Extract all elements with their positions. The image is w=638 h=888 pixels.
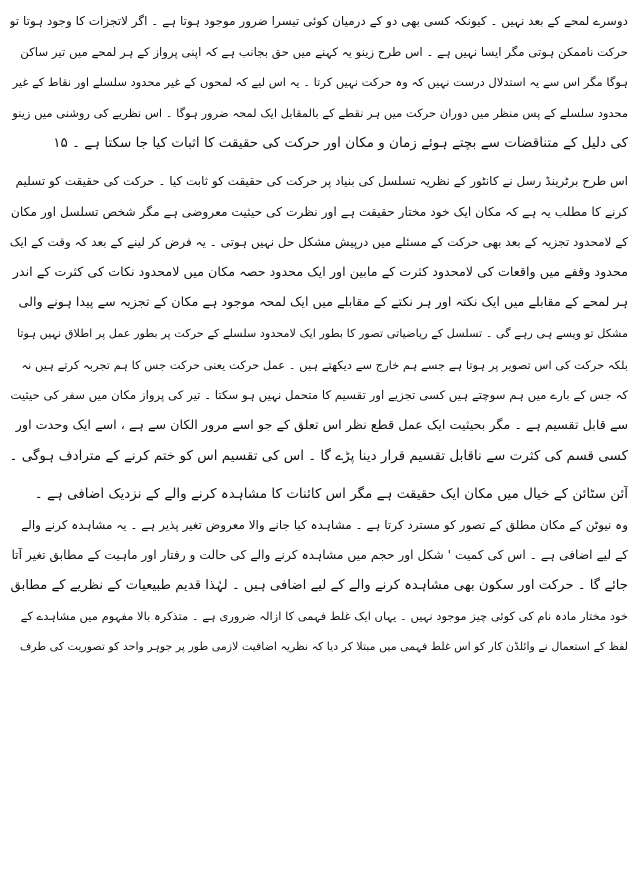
text-line: کے لیے اضافی ہے ۔ اس کی کمیت ' شکل اور حجم میں مشاہدہ کرنے والے کی حالت و رفتار اور ماہیت کے مطابق تغیر آتا — [11, 548, 628, 563]
text-line: کے لامحدود تجزیہ کے بعد بھی حرکت کے مسئلے میں درپیش مشکل حل نہیں ہوتی ۔ یہ فرض کر لینے کے بعد کہ وقت کے ایک — [10, 235, 628, 250]
paragraph-einstein — [10, 479, 628, 663]
text-line: آئن سٹائن کے خیال میں مکان ایک حقیقت ہے مگر اس کائنات کا مشاہدہ کرنے والے کے نزدیک اضافی ہے ۔ — [34, 485, 628, 502]
text-line: بلکہ حرکت کی اس تصویر پر ہوتا ہے جسے ہم خارج سے دیکھتے ہیں ۔ عمل حرکت یعنی حرکت جس کا ہم تجربہ کرتے ہیں نہ — [21, 357, 628, 372]
paragraph-russell — [10, 166, 628, 472]
text-line: محدود سلسلے کے پس منظر میں دوران حرکت میں ہر نقطے کے بالمقابل ایک لمحہ ضرور ہوگا ۔ اس نظریے کی روشنی میں زینو — [12, 105, 628, 120]
text-line: جائے گا ۔ حرکت اور سکون بھی مشاہدہ کرنے والے کے لیے اضافی ہیں ۔ لہٰذا قدیم طبیعیات کے نظریے کے مطابق — [10, 577, 628, 593]
text-line: اس طرح برٹرینڈ رسل نے کانٹور کے نظریہ تسلسل کی بنیاد پر حرکت کی حقیقت کو ثابت کیا ۔ حرکت کی حقیقت کو تسلیم — [15, 173, 628, 188]
text-line: کرنے کا مطلب یہ ہے کہ مکان ایک خود مختار حقیقت ہے اور نظرت کی حیثیت معروضی ہے مگر شخص تسلسل اور مکان — [10, 204, 628, 219]
text-line: خود مختار مادہ نام کی کوئی چیز موجود نہیں ۔ یہاں ایک غلط فہمی کا ازالہ ضروری ہے ۔ متذکرہ بالا مفہوم میں مشاہدے کے — [20, 609, 628, 624]
text-line: وہ نیوٹن کے مکان مطلق کے تصور کو مسترد کرتا ہے ۔ مشاہدہ کیا جانے والا معروض تغیر پذیر ہے ۔ یہ مشاہدہ کرنے والے — [21, 517, 628, 532]
text-line: ہر لمحے کے مقابلے میں ایک نکتہ اور ہر نکتے کے مقابلے میں ایک لمحہ موجود ہے مکان کے تجزیہ سے پیدا ہونے والی — [18, 295, 628, 311]
paragraph-zeno-continued — [10, 6, 628, 159]
text-line: محدود وقفے میں واقعات کی لامحدود کثرت کے مابین اور ایک محدود حصہ مکان میں لامحدود نکات کی کثرت کے اندر — [12, 264, 628, 280]
text-line: کی دلیل کے متناقضات سے بچتے ہوئے زمان و مکان اور حرکت کی حقیقت کا اثبات کیا جا سکتا ہے ۔ ۱۵ — [53, 135, 628, 152]
paragraph-gap — [10, 159, 628, 166]
text-line: سے قابل تقسیم ہے ۔ مگر بحیثیت ایک عمل قطع نظر اس تعلق کے جو اسے مرور الکان سے ہے ، اسے ایک وحدت اور — [15, 417, 628, 433]
text-line: کہ جس کے بارے میں ہم سوچتے ہیں کسی تجزیے اور تقسیم کا متحمل نہیں ہو سکتا ۔ تیر کی پرواز مکان میں سفر کی حیثیت — [10, 388, 628, 403]
text-line: لفظ کے استعمال نے وائلڈن کار کو اس غلط فہمی میں مبتلا کر دیا کہ نظریہ اضافیت لازمی طور پر جوہر واحد کو تصوریت کی طرف — [19, 639, 628, 653]
text-line: ہوگا مگر اس سے یہ استدلال درست نہیں کہ وہ حرکت نہیں کرتا ۔ یہ اس لیے کہ لمحوں کے غیر محدود سلسلے اور نقاط کے غیر — [12, 75, 628, 90]
paragraph-gap — [10, 472, 628, 479]
text-line: مشکل تو ویسے ہی رہے گی ۔ تسلسل کے ریاضیاتی تصور کا بطور ایک لامحدود سلسلے کے حرکت پر بطور عمل پر اطلاق نہیں ہوتا — [16, 326, 628, 340]
text-line: دوسرے لمحے کے بعد نہیں ۔ کیونکہ کسی بھی دو کے درمیان کوئی تیسرا ضرور موجود ہوتا ہے ۔ اگر لاتجزات کا وجود ہوتا تو — [10, 14, 628, 28]
text-line: کسی قسم کی کثرت سے ناقابل تقسیم قرار دینا پڑے گا ۔ اس کی تقسیم اس کو ختم کرنے کے مترادف ہوگی ۔ — [10, 448, 628, 465]
text-line: حرکت ناممکن ہوتی مگر ایسا نہیں ہے ۔ اس طرح زینو یہ کہنے میں حق بجانب ہے کہ اپنی پرواز کے ہر لمحے میں تیر ساکن — [20, 44, 628, 59]
